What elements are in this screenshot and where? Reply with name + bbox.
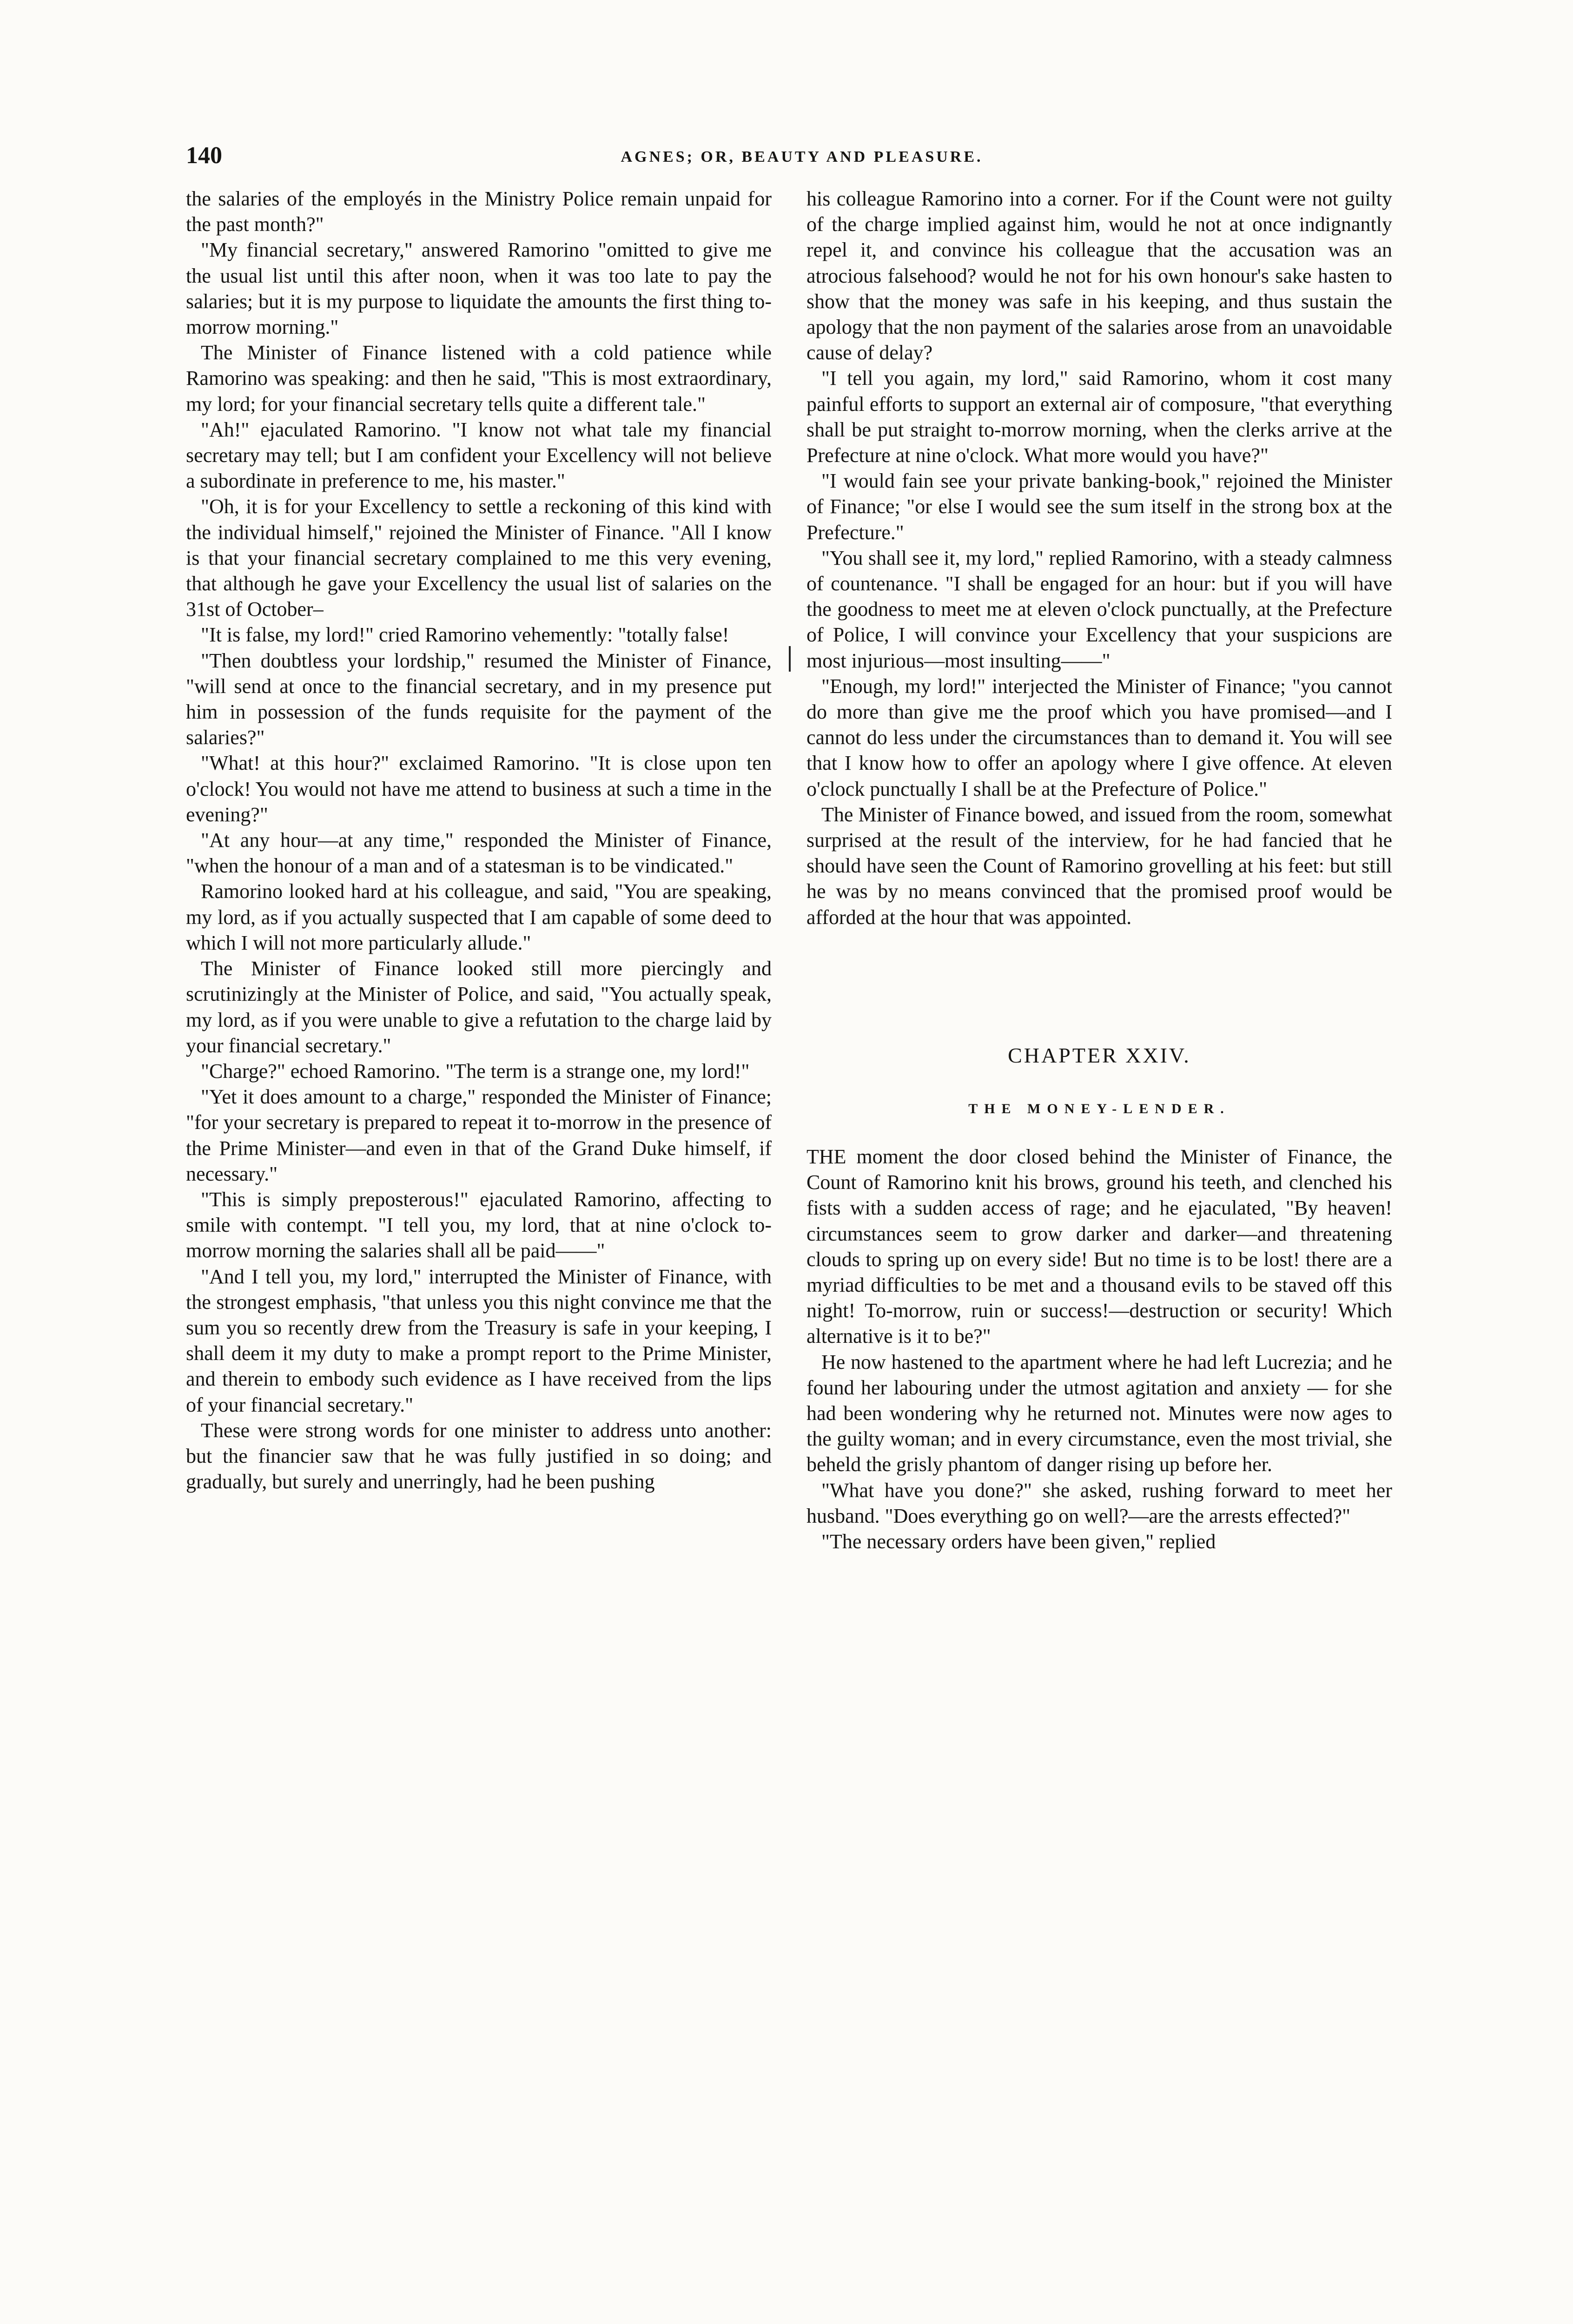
paragraph: the salaries of the employés in the Ministry Police remain unpaid for the past month?" (186, 187, 772, 236)
paragraph: "What! at this hour?" exclaimed Ramorino. "It is close upon ten o'clock! You would not have me attend to business at such a time in the evening?" (186, 752, 772, 826)
paragraph: his colleague Ramorino into a corner. For if the Count were not guilty of the charge implied against him, would he not at once indignantly repel it, and convince his colleague that the accusation was an atrocious falsehood? would he not for his own honour's sake hasten to show that the money was safe in his keeping, and thus sustain the apology that the non payment of the salaries arose from an unavoidable cause of delay? (806, 187, 1392, 364)
paragraph: These were strong words for one minister to address unto another: but the financier saw that he was fully justified in so doing; and gradually, but surely and unerringly, had he been pushing (186, 1419, 772, 1493)
paragraph: "My financial secretary," answered Ramorino "omitted to give me the usual list until this after noon, when it was too late to pay the salaries; but it is my purpose to liquidate the amounts the first thing to-morrow morning." (186, 238, 772, 339)
paragraph: "Yet it does amount to a charge," responded the Minister of Finance; "for your secretary is prepared to repeat it to-morrow in the presence of the Prime Minister—and even in that of the Grand Duke himself, if necessary." (186, 1085, 772, 1185)
paragraph: "This is simply preposterous!" ejaculated Ramorino, affecting to smile with contempt. "I tell you, my lord, that at nine o'clock to-morrow morning the salaries shall all be paid——" (186, 1188, 772, 1262)
page-number: 140 (186, 142, 222, 169)
paragraph: The Minister of Finance bowed, and issued from the room, somewhat surprised at the result of the interview, for he had fancied that he should have seen the Count of Ramorino grovelling at his feet: but still he was by no means convinced that the promised proof would be afforded at the hour that was appointed. (806, 803, 1392, 929)
chapter-title: CHAPTER XXIV. (1008, 1043, 1191, 1067)
left-column (186, 186, 772, 1494)
page-header (186, 139, 1418, 177)
paragraph: "I tell you again, my lord," said Ramorino, whom it cost many painful efforts to support an external air of composure, "that everything shall be put straight to-morrow morning, when the clerks arrive at the Prefecture at nine o'clock. What more would you have?" (806, 367, 1392, 467)
paragraph: "Enough, my lord!" interjected the Minister of Finance; "you cannot do more than give me the proof which you have promised—and I cannot do less under the circumstances than to demand it. You will see that I know how to offer an apology where I give offence. At eleven o'clock punctually I shall be at the Prefecture of Police." (806, 674, 1392, 800)
paragraph: "At any hour—at any time," responded the Minister of Finance, "when the honour of a man and of a statesman is to be vindicated." (186, 829, 772, 878)
paragraph: "Charge?" echoed Ramorino. "The term is a strange one, my lord!" (201, 1059, 750, 1083)
running-head: AGNES; OR, BEAUTY AND PLEASURE. (621, 148, 983, 165)
paragraph: "Ah!" ejaculated Ramorino. "I know not what tale my financial secretary may tell; but I am confident your Excellency will not believe a subordinate in preference to me, his master." (186, 418, 772, 493)
paragraph: "And I tell you, my lord," interrupted the Minister of Finance, with the strongest emphasis, "that unless you this night convince me that the sum you so recently drew from the Treasury is safe in your keeping, I shall deem it my duty to make a prompt report to the Prime Minister, and therein to embody such evidence as I have received from the lips of your financial secretary." (186, 1265, 772, 1416)
paragraph: He now hastened to the apartment where he had left Lucrezia; and he found her labouring under the utmost agitation and anxiety — for she had been wondering why he returned not. Minutes were now ages to the guilty woman; and in every circumstance, even the most trivial, she beheld the grisly phantom of danger rising up before her. (806, 1350, 1392, 1476)
paragraph: "It is false, my lord!" cried Ramorino vehemently: "totally false! (201, 623, 729, 647)
chapter-subtitle: THE MONEY-LENDER. (968, 1101, 1230, 1116)
paragraph: The Minister of Finance listened with a cold patience while Ramorino was speaking: and then he said, "This is most extraordinary, my lord; for your financial secretary tells quite a different tale." (186, 341, 772, 416)
paragraph: "You shall see it, my lord," replied Ramorino, with a steady calmness of countenance. "I shall be engaged for an hour: but if you will have the goodness to meet me at eleven o'clock punctually, at the Prefecture of Police, I will convince your Excellency that your suspicions are most injurious—most insulting——" (806, 546, 1392, 672)
chapter-heading (806, 1042, 1392, 1121)
paragraph: "Oh, it is for your Excellency to settle a reckoning of this kind with the individual himself," rejoined the Minister of Finance. "All I know is that your financial secretary complained to me this very evening, that although he gave your Excellency the usual list of salaries on the 31st of October– (186, 495, 772, 621)
paragraph: "What have you done?" she asked, rushing forward to meet her husband. "Does everything go on well?—are the arrests effected?" (806, 1479, 1392, 1527)
paragraph: "Then doubtless your lordship," resumed the Minister of Finance, "will send at once to the financial secretary, and in my presence put him in possession of the funds requisite for the payment of the salaries?" (186, 649, 772, 749)
column-divider (789, 646, 791, 672)
paragraph: "I would fain see your private banking-book," rejoined the Minister of Finance; "or else I would see the sum itself in the strong box at the Prefecture." (806, 469, 1392, 544)
paragraph: The Minister of Finance looked still more piercingly and scrutinizingly at the Minister of Police, and said, "You actually speak, my lord, as if you were unable to give a refutation to the charge laid by your financial secretary." (186, 957, 772, 1057)
right-column (806, 186, 1392, 1554)
chapter-body (806, 1144, 1392, 1554)
paragraph: Ramorino looked hard at his colleague, and said, "You are speaking, my lord, as if you actually suspected that I am capable of some deed to which I will not more particularly allude." (186, 880, 772, 954)
paragraph: THE moment the door closed behind the Minister of Finance, the Count of Ramorino knit his brows, ground his teeth, and clenched his fists with a sudden access of rage; and he ejaculated, "By heaven! circumstances seem to grow darker and darker—and threatening clouds to spring up on every side! But no time is to be lost! there are a myriad difficulties to be met and a thousand evils to be staved off this night! To-morrow, ruin or success!—destruction or security! Which alternative is it to be?" (806, 1145, 1392, 1348)
paragraph: "The necessary orders have been given," replied (821, 1530, 1216, 1553)
